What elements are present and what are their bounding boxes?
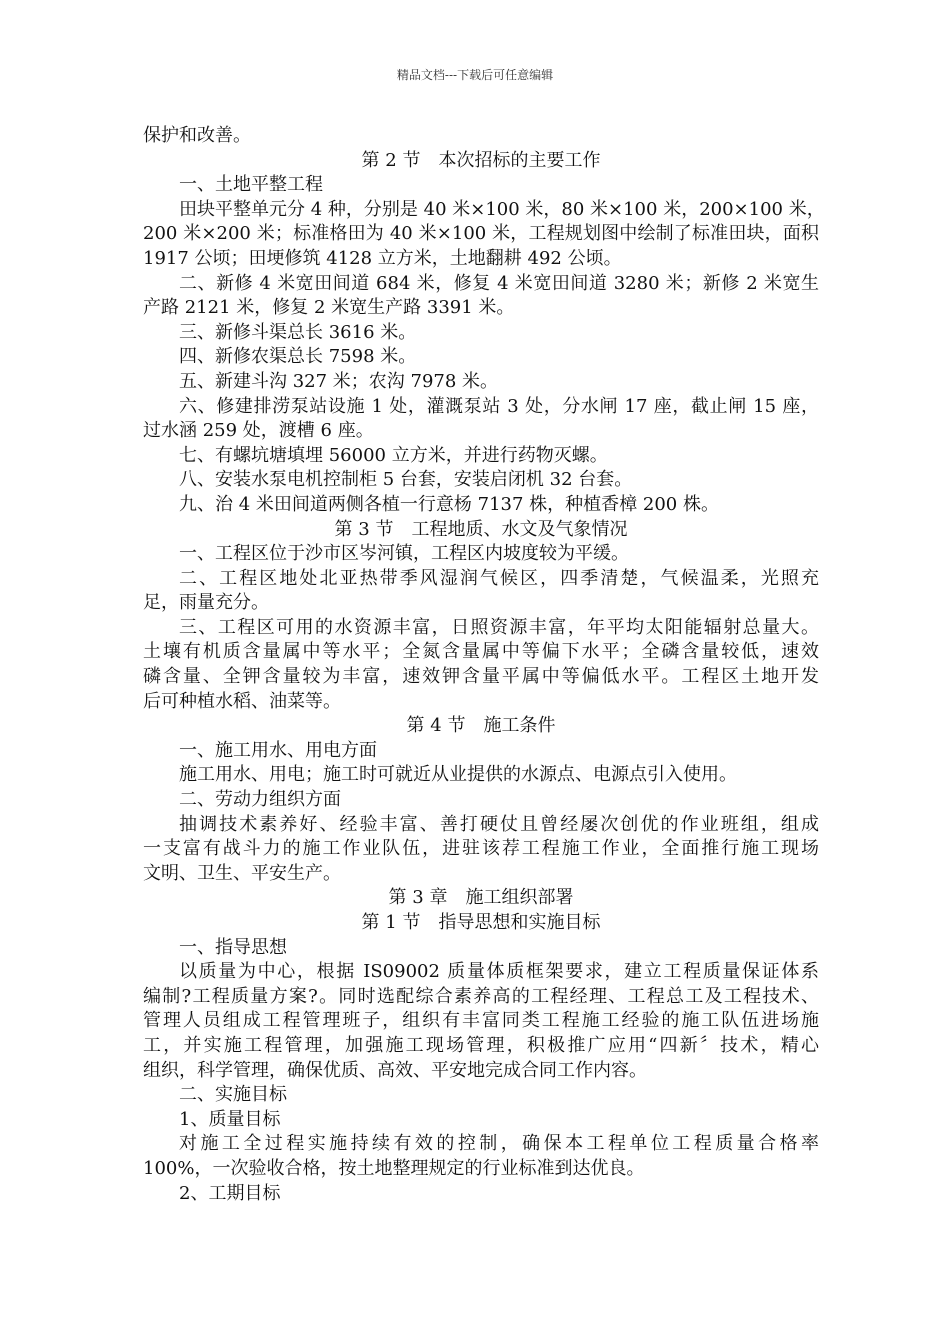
text-line: 100%，一次验收合格，按土地整理规定的行业标准到达优良。 [143, 1157, 645, 1179]
text-line: 200 米×200 米；标准格田为 40 米×100 米，工程规划图中绘制了标准田块，面积 [143, 223, 819, 245]
text-line: 施工用水、用电；施工时可就近从业提供的水源点、电源点引入使用。 [179, 764, 737, 786]
page-header: 精品文档---下载后可任意编辑 [396, 68, 554, 82]
text-line: 一、土地平整工程 [179, 174, 323, 196]
text-line: 以质量为中心，根据 IS09002 质量体质框架要求，建立工程质量保证体系 [179, 961, 819, 983]
text-line: 足，雨量充分。 [143, 592, 269, 614]
chapter-heading: 第 3 章 施工组织部署 [388, 887, 574, 909]
text-line: 磷含量、全钾含量较为丰富，速效钾含量平属中等偏低水平。工程区土地开发 [143, 666, 819, 688]
document-body [143, 124, 825, 1206]
text-line: 管理人员组成工程管理班子，组织有丰富同类工程施工经验的施工队伍进场施 [143, 1010, 819, 1032]
section-heading: 第 1 节 指导思想和实施目标 [361, 912, 601, 933]
text-line: 三、工程区可用的水资源丰富，日照资源丰富，年平均太阳能辐射总量大。 [179, 616, 819, 638]
text-line: 组织，科学管理，确保优质、高效、平安地完成合同工作内容。 [143, 1059, 647, 1081]
text-line: 1917 公顷；田埂修筑 4128 立方米，土地翻耕 492 公顷。 [143, 247, 622, 269]
text-line: 一、施工用水、用电方面 [179, 739, 377, 761]
text-line: 土壤有机质含量属中等水平；全氮含量属中等偏下水平；全磷含量较低，速效 [143, 641, 819, 663]
text-line: 五、新建斗沟 327 米；农沟 7978 米。 [179, 370, 499, 392]
text-line: 四、新修农渠总长 7598 米。 [179, 346, 417, 368]
text-line: 工，并实施工程管理，加强施工现场管理，积极推广应用“四新〞技术，精心 [143, 1034, 819, 1056]
text-line: 过水涵 259 处，渡槽 6 座。 [143, 420, 374, 442]
text-line: 七、有螺坑塘填埋 56000 立方米，并进行药物灭螺。 [179, 444, 608, 466]
text-line: 后可种植水稻、油菜等。 [143, 690, 341, 712]
text-line: 二、劳动力组织方面 [179, 789, 341, 811]
text-line: 一支富有战斗力的施工作业队伍，进驻该荐工程施工作业，全面推行施工现场 [143, 838, 819, 860]
text-line: 八、安装水泵电机控制柜 5 台套，安装启闭机 32 台套。 [179, 469, 633, 491]
text-line: 三、新修斗渠总长 3616 米。 [179, 321, 417, 343]
text-line: 保护和改善。 [143, 125, 251, 146]
section-heading: 第 4 节 施工条件 [406, 715, 556, 737]
text-line: 文明、卫生、平安生产。 [143, 862, 341, 884]
text-line: 产路 2121 米，修复 2 米宽生产路 3391 米。 [143, 297, 515, 319]
text-line: 抽调技术素养好、经验丰富、善打硬仗且曾经屡次创优的作业班组，组成 [179, 813, 819, 835]
text-line: 二、新修 4 米宽田间道 684 米，修复 4 米宽田间道 3280 米；新修 2 米宽生 [179, 272, 819, 294]
text-line: 九、治 4 米田间道两侧各植一行意杨 7137 株，种植香樟 200 株。 [179, 493, 719, 515]
section-heading: 第 3 节 工程地质、水文及气象情况 [334, 518, 628, 540]
text-line: 编制?工程质量方案?。同时选配综合素养高的工程经理、工程总工及工程技术、 [143, 985, 819, 1007]
text-line: 对施工全过程实施持续有效的控制，确保本工程单位工程质量合格率 [179, 1133, 819, 1155]
text-line: 一、指导思想 [179, 936, 287, 958]
text-line: 2、工期目标 [179, 1182, 281, 1204]
text-line: 二、实施目标 [179, 1084, 287, 1106]
text-line: 六、修建排涝泵站设施 1 处，灌溉泵站 3 处，分水闸 17 座，截止闸 15 座， [179, 395, 819, 417]
text-line: 田块平整单元分 4 种，分别是 40 米×100 米，80 米×100 米，200×100 米， [179, 198, 825, 220]
text-line: 一、工程区位于沙市区岑河镇，工程区内坡度较为平缓。 [179, 543, 629, 565]
text-line: 二、工程区地处北亚热带季风湿润气候区，四季清楚，气候温柔，光照充 [179, 567, 819, 589]
text-line: 1、质量目标 [179, 1108, 281, 1130]
section-heading: 第 2 节 本次招标的主要工作 [361, 149, 601, 171]
